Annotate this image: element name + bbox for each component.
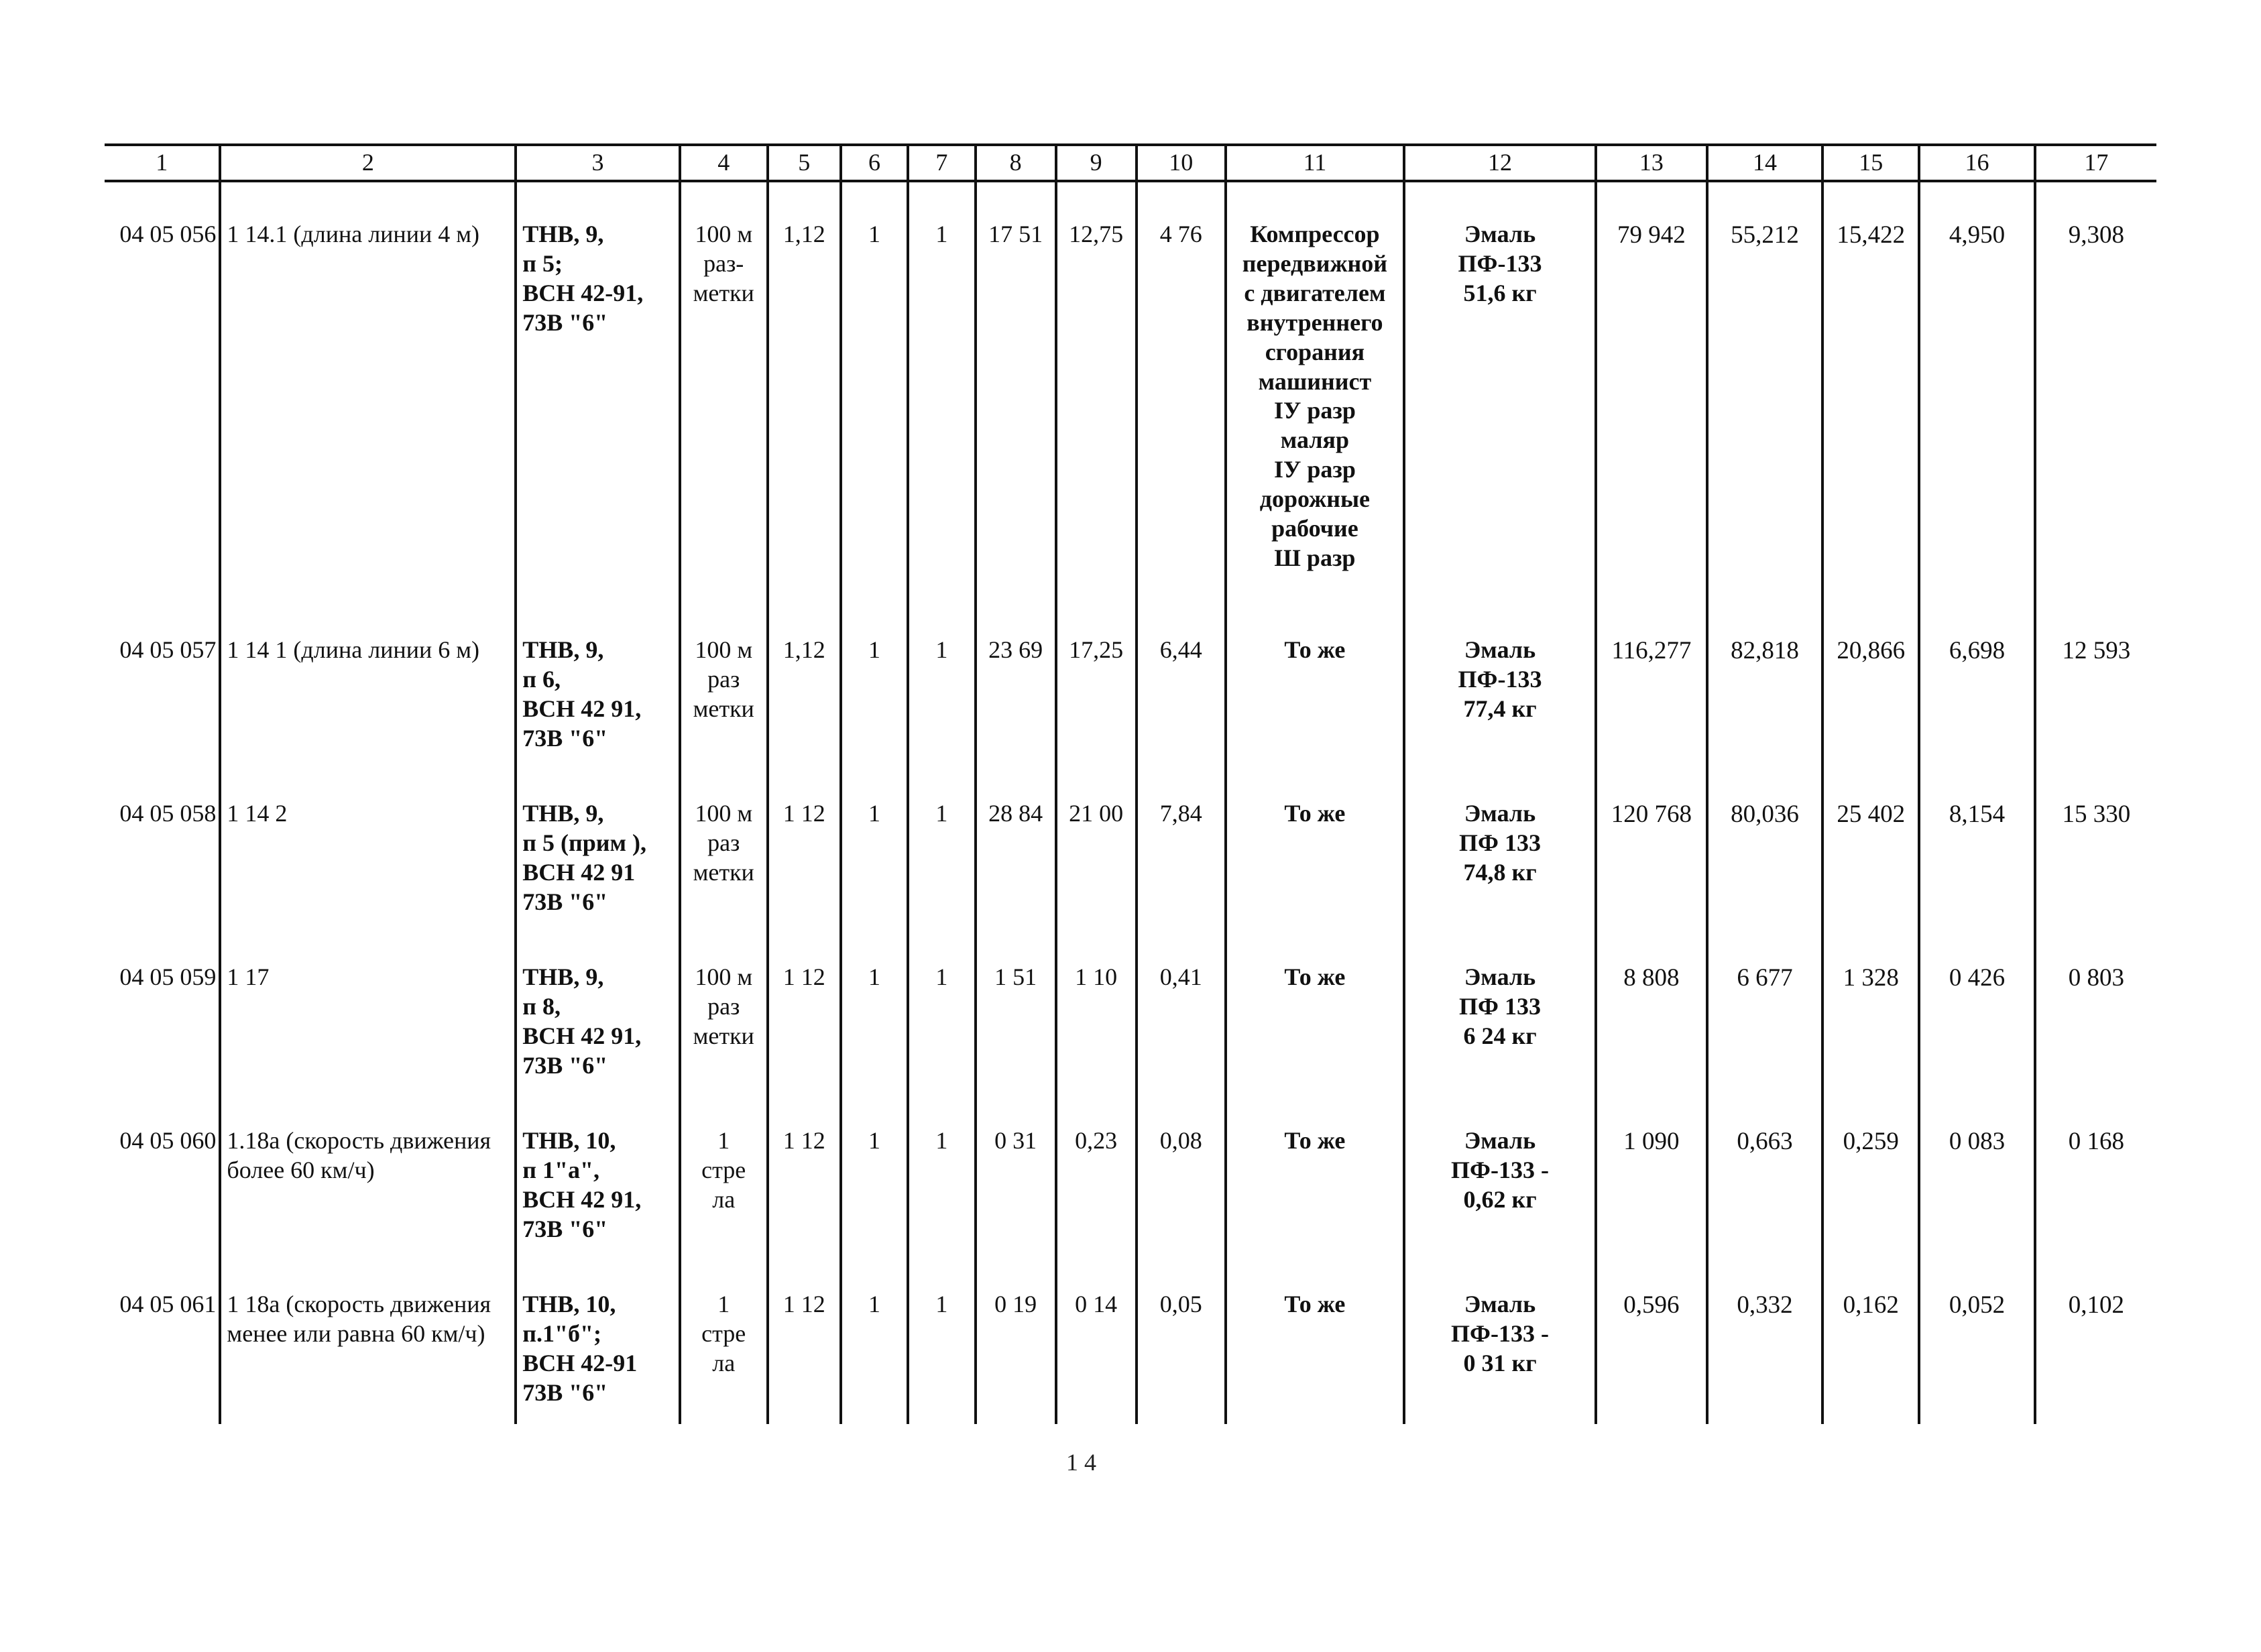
table-cell-col-7: 1 <box>908 1126 975 1290</box>
column-header-15: 15 <box>1822 145 1919 181</box>
column-header-1: 1 <box>105 145 220 181</box>
table-cell-col-16: 0 426 <box>1919 963 2034 1126</box>
table-cell-col-2: 1 14 2 <box>220 799 516 963</box>
table-cell-col-10: 7,84 <box>1137 799 1226 963</box>
column-header-10: 10 <box>1137 145 1226 181</box>
table-cell-col-12: Эмаль ПФ-133 51,6 кг <box>1404 181 1596 636</box>
column-header-8: 8 <box>976 145 1056 181</box>
table-cell-col-1: 04 05 058 <box>105 799 220 963</box>
table-cell-col-16: 4,950 <box>1919 181 2034 636</box>
table-row <box>105 963 2156 1126</box>
table-cell-col-16: 8,154 <box>1919 799 2034 963</box>
column-header-13: 13 <box>1596 145 1707 181</box>
table-cell-col-6: 1 <box>841 799 908 963</box>
table-cell-col-1: 04 05 059 <box>105 963 220 1126</box>
column-header-16: 16 <box>1919 145 2034 181</box>
table-cell-col-3: ТНВ, 9, п 6, ВСН 42 91, 73В "6" <box>516 636 679 799</box>
table-cell-col-9: 21 00 <box>1056 799 1137 963</box>
table-cell-col-13: 79 942 <box>1596 181 1707 636</box>
table-cell-col-13: 120 768 <box>1596 799 1707 963</box>
column-header-7: 7 <box>908 145 975 181</box>
table-cell-col-11: То же <box>1226 799 1404 963</box>
table-cell-col-2: 1 17 <box>220 963 516 1126</box>
table-cell-col-3: ТНВ, 10, п.1"б"; ВСН 42-91 73В "6" <box>516 1290 679 1424</box>
table-cell-col-16: 0,052 <box>1919 1290 2034 1424</box>
table-cell-col-5: 1 12 <box>768 963 841 1126</box>
table-cell-col-16: 0 083 <box>1919 1126 2034 1290</box>
table-cell-col-15: 20,866 <box>1822 636 1919 799</box>
table-cell-col-6: 1 <box>841 636 908 799</box>
table-cell-col-9: 17,25 <box>1056 636 1137 799</box>
table-cell-col-9: 1 10 <box>1056 963 1137 1126</box>
table-cell-col-3: ТНВ, 9, п 5; ВСН 42-91, 73В "6" <box>516 181 679 636</box>
table-cell-col-9: 0,23 <box>1056 1126 1137 1290</box>
table-cell-col-7: 1 <box>908 963 975 1126</box>
column-header-4: 4 <box>680 145 768 181</box>
table-cell-col-7: 1 <box>908 181 975 636</box>
table-header <box>105 145 2156 181</box>
table-cell-col-15: 0,162 <box>1822 1290 1919 1424</box>
table-cell-col-8: 17 51 <box>976 181 1056 636</box>
table-cell-col-15: 25 402 <box>1822 799 1919 963</box>
column-header-5: 5 <box>768 145 841 181</box>
table-cell-col-8: 0 19 <box>976 1290 1056 1424</box>
table-cell-col-14: 6 677 <box>1707 963 1822 1126</box>
table-cell-col-9: 0 14 <box>1056 1290 1137 1424</box>
table-cell-col-4: 1 стре ла <box>680 1290 768 1424</box>
table-cell-col-15: 0,259 <box>1822 1126 1919 1290</box>
column-header-2: 2 <box>220 145 516 181</box>
table-cell-col-8: 23 69 <box>976 636 1056 799</box>
table-cell-col-5: 1,12 <box>768 636 841 799</box>
table-cell-col-10: 4 76 <box>1137 181 1226 636</box>
table-row <box>105 1290 2156 1424</box>
table-cell-col-12: Эмаль ПФ-133 - 0,62 кг <box>1404 1126 1596 1290</box>
table-cell-col-2: 1.18а (скорость движения более 60 км/ч) <box>220 1126 516 1290</box>
table-cell-col-11: То же <box>1226 1290 1404 1424</box>
table-cell-col-15: 1 328 <box>1822 963 1919 1126</box>
table-cell-col-11: То же <box>1226 1126 1404 1290</box>
table-cell-col-14: 0,332 <box>1707 1290 1822 1424</box>
table-cell-col-2: 1 18а (скорость движения менее или равна 60 км/ч) <box>220 1290 516 1424</box>
table-cell-col-13: 8 808 <box>1596 963 1707 1126</box>
column-header-14: 14 <box>1707 145 1822 181</box>
table-cell-col-14: 0,663 <box>1707 1126 1822 1290</box>
table-cell-col-14: 82,818 <box>1707 636 1822 799</box>
page-number: 1 4 <box>1066 1449 1096 1476</box>
table-cell-col-11: Компрессор передвижной с двигателем внутреннего сгорания машинист IУ разр маляр IУ разр дорожные рабочие Ш разр <box>1226 181 1404 636</box>
table-cell-col-16: 6,698 <box>1919 636 2034 799</box>
column-header-11: 11 <box>1226 145 1404 181</box>
table-cell-col-13: 116,277 <box>1596 636 1707 799</box>
table-cell-col-11: То же <box>1226 636 1404 799</box>
table-cell-col-6: 1 <box>841 181 908 636</box>
table-cell-col-6: 1 <box>841 963 908 1126</box>
table-cell-col-2: 1 14 1 (длина линии 6 м) <box>220 636 516 799</box>
table-cell-col-17: 0 803 <box>2035 963 2156 1126</box>
table-cell-col-4: 100 м раз метки <box>680 636 768 799</box>
table-cell-col-12: Эмаль ПФ-133 - 0 31 кг <box>1404 1290 1596 1424</box>
table-cell-col-6: 1 <box>841 1126 908 1290</box>
table-cell-col-14: 80,036 <box>1707 799 1822 963</box>
table-cell-col-1: 04 05 056 <box>105 181 220 636</box>
table-cell-col-4: 100 м раз- метки <box>680 181 768 636</box>
rates-table <box>105 143 2156 1424</box>
table-row <box>105 1126 2156 1290</box>
column-header-9: 9 <box>1056 145 1137 181</box>
table-cell-col-13: 0,596 <box>1596 1290 1707 1424</box>
table-cell-col-3: ТНВ, 10, п 1"а", ВСН 42 91, 73В "6" <box>516 1126 679 1290</box>
table-cell-col-5: 1 12 <box>768 1126 841 1290</box>
table-cell-col-12: Эмаль ПФ 133 6 24 кг <box>1404 963 1596 1126</box>
table-cell-col-14: 55,212 <box>1707 181 1822 636</box>
table-cell-col-7: 1 <box>908 799 975 963</box>
table-row <box>105 636 2156 799</box>
table-cell-col-8: 0 31 <box>976 1126 1056 1290</box>
table-cell-col-8: 1 51 <box>976 963 1056 1126</box>
table-row <box>105 799 2156 963</box>
table-cell-col-13: 1 090 <box>1596 1126 1707 1290</box>
table-cell-col-6: 1 <box>841 1290 908 1424</box>
table-cell-col-7: 1 <box>908 1290 975 1424</box>
table-cell-col-15: 15,422 <box>1822 181 1919 636</box>
table-cell-col-1: 04 05 060 <box>105 1126 220 1290</box>
table-cell-col-17: 9,308 <box>2035 181 2156 636</box>
column-header-17: 17 <box>2035 145 2156 181</box>
table-cell-col-2: 1 14.1 (длина линии 4 м) <box>220 181 516 636</box>
table-cell-col-11: То же <box>1226 963 1404 1126</box>
table-cell-col-12: Эмаль ПФ 133 74,8 кг <box>1404 799 1596 963</box>
table-cell-col-9: 12,75 <box>1056 181 1137 636</box>
table-body <box>105 181 2156 1424</box>
table-cell-col-17: 15 330 <box>2035 799 2156 963</box>
header-row <box>105 145 2156 181</box>
table-cell-col-4: 100 м раз метки <box>680 963 768 1126</box>
table-cell-col-5: 1 12 <box>768 1290 841 1424</box>
table-cell-col-17: 12 593 <box>2035 636 2156 799</box>
table-cell-col-17: 0,102 <box>2035 1290 2156 1424</box>
table-cell-col-10: 0,08 <box>1137 1126 1226 1290</box>
table-cell-col-1: 04 05 061 <box>105 1290 220 1424</box>
table-cell-col-12: Эмаль ПФ-133 77,4 кг <box>1404 636 1596 799</box>
table-cell-col-7: 1 <box>908 636 975 799</box>
table-cell-col-4: 100 м раз метки <box>680 799 768 963</box>
column-header-6: 6 <box>841 145 908 181</box>
table-cell-col-8: 28 84 <box>976 799 1056 963</box>
table-cell-col-10: 0,41 <box>1137 963 1226 1126</box>
column-header-12: 12 <box>1404 145 1596 181</box>
table-row <box>105 181 2156 636</box>
table-cell-col-4: 1 стре ла <box>680 1126 768 1290</box>
table-cell-col-10: 0,05 <box>1137 1290 1226 1424</box>
table-cell-col-1: 04 05 057 <box>105 636 220 799</box>
table-cell-col-17: 0 168 <box>2035 1126 2156 1290</box>
table-cell-col-5: 1 12 <box>768 799 841 963</box>
table-cell-col-5: 1,12 <box>768 181 841 636</box>
table-cell-col-3: ТНВ, 9, п 5 (прим ), ВСН 42 91 73В "6" <box>516 799 679 963</box>
table-cell-col-10: 6,44 <box>1137 636 1226 799</box>
column-header-3: 3 <box>516 145 679 181</box>
table-cell-col-3: ТНВ, 9, п 8, ВСН 42 91, 73В "6" <box>516 963 679 1126</box>
